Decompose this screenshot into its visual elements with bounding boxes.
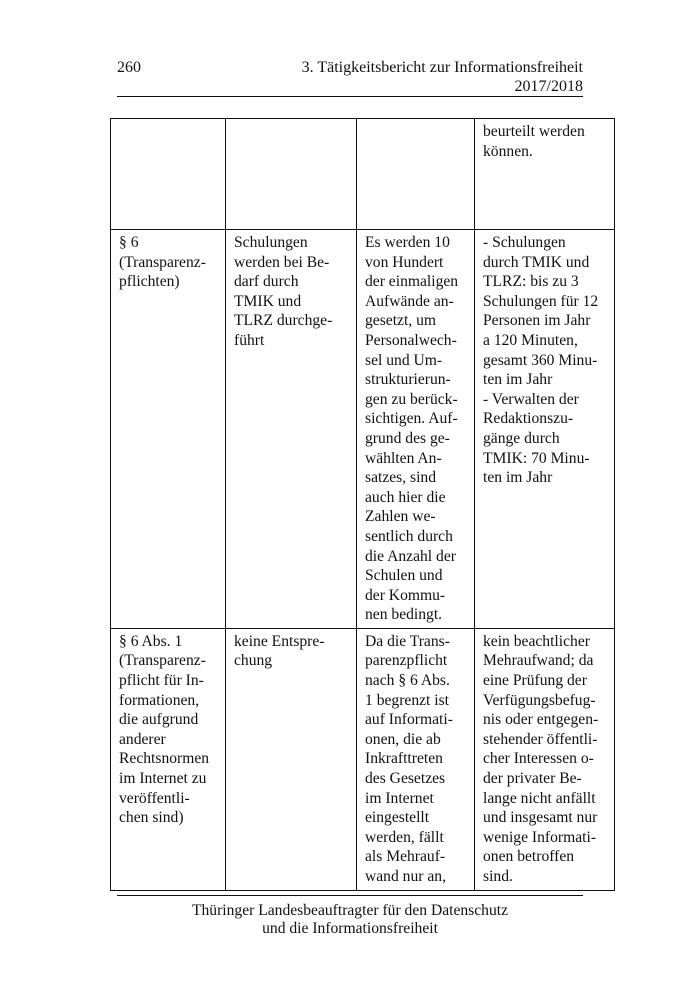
table-cell-explanation: Da die Trans- parenzpflicht nach § 6 Abs. 1 begrenzt ist auf Informati- onen, die ab Inkrafttreten des Gesetzes im Internet eingestellt werden, fällt als Mehrauf- wand nur an, bbox=[357, 628, 475, 890]
page-number: 260 bbox=[117, 59, 141, 76]
table-cell-measure: keine Entspre- chung bbox=[226, 628, 357, 890]
table-cell-measure: Schulungen werden bei Be- darf durch TMIK und TLRZ durchge- führt bbox=[226, 230, 357, 629]
table-row bbox=[111, 230, 615, 629]
footer bbox=[117, 902, 583, 938]
table-cell-effort: - Schulungen durch TMIK und TLRZ: bis zu 3 Schulungen für 12 Personen im Jahr a 120 Minuten, gesamt 360 Minu- ten im Jahr - Verwalten der Redaktionszu- gänge durch TMIK: 70 Minu- ten im Jahr bbox=[475, 230, 615, 629]
table-cell-effort: beurteilt werden können. bbox=[475, 119, 615, 230]
table-cell-provision: § 6 (Transparenz- pflichten) bbox=[111, 230, 226, 629]
table-cell-provision: § 6 Abs. 1 (Transparenz- pflicht für In- formationen, die aufgrund anderer Rechtsnormen im Internet zu veröffentli- chen sind) bbox=[111, 628, 226, 890]
header-divider bbox=[117, 96, 583, 97]
table-cell-explanation: Es werden 10 von Hundert der einmaligen Aufwände an- gesetzt, um Personalwech- sel und Um- strukturierun- gen zu berück- sichtigen. Auf- grund des ge- wählten An- satzes, sind auch hier die Zahlen we- sentlich durch die Anzahl der Schulen und der Kommu- nen bedingt. bbox=[357, 230, 475, 629]
footer-divider bbox=[117, 895, 583, 896]
running-header bbox=[302, 58, 583, 96]
running-header-line-1: 3. Tätigkeitsbericht zur Informationsfreiheit bbox=[301, 59, 583, 76]
table-cell-effort: kein beachtlicher Mehraufwand; da eine Prüfung der Verfügungsbefug- nis oder entgegen- stehender öffentli- cher Interessen o- der privater Be- lange nicht anfällt und insgesamt nur wenige Informati- onen betroffen sind. bbox=[475, 628, 615, 890]
running-header-line-2: 2017/2018 bbox=[514, 78, 583, 95]
table-cell-provision bbox=[111, 119, 226, 230]
footer-line-1: Thüringer Landesbeauftragter für den Datenschutz bbox=[191, 902, 509, 919]
footer-line-2: und die Informationsfreiheit bbox=[262, 920, 438, 937]
cost-table bbox=[110, 118, 615, 891]
table-cell-measure bbox=[226, 119, 357, 230]
table-row bbox=[111, 628, 615, 890]
table-cell-explanation bbox=[357, 119, 475, 230]
table-row bbox=[111, 119, 615, 230]
